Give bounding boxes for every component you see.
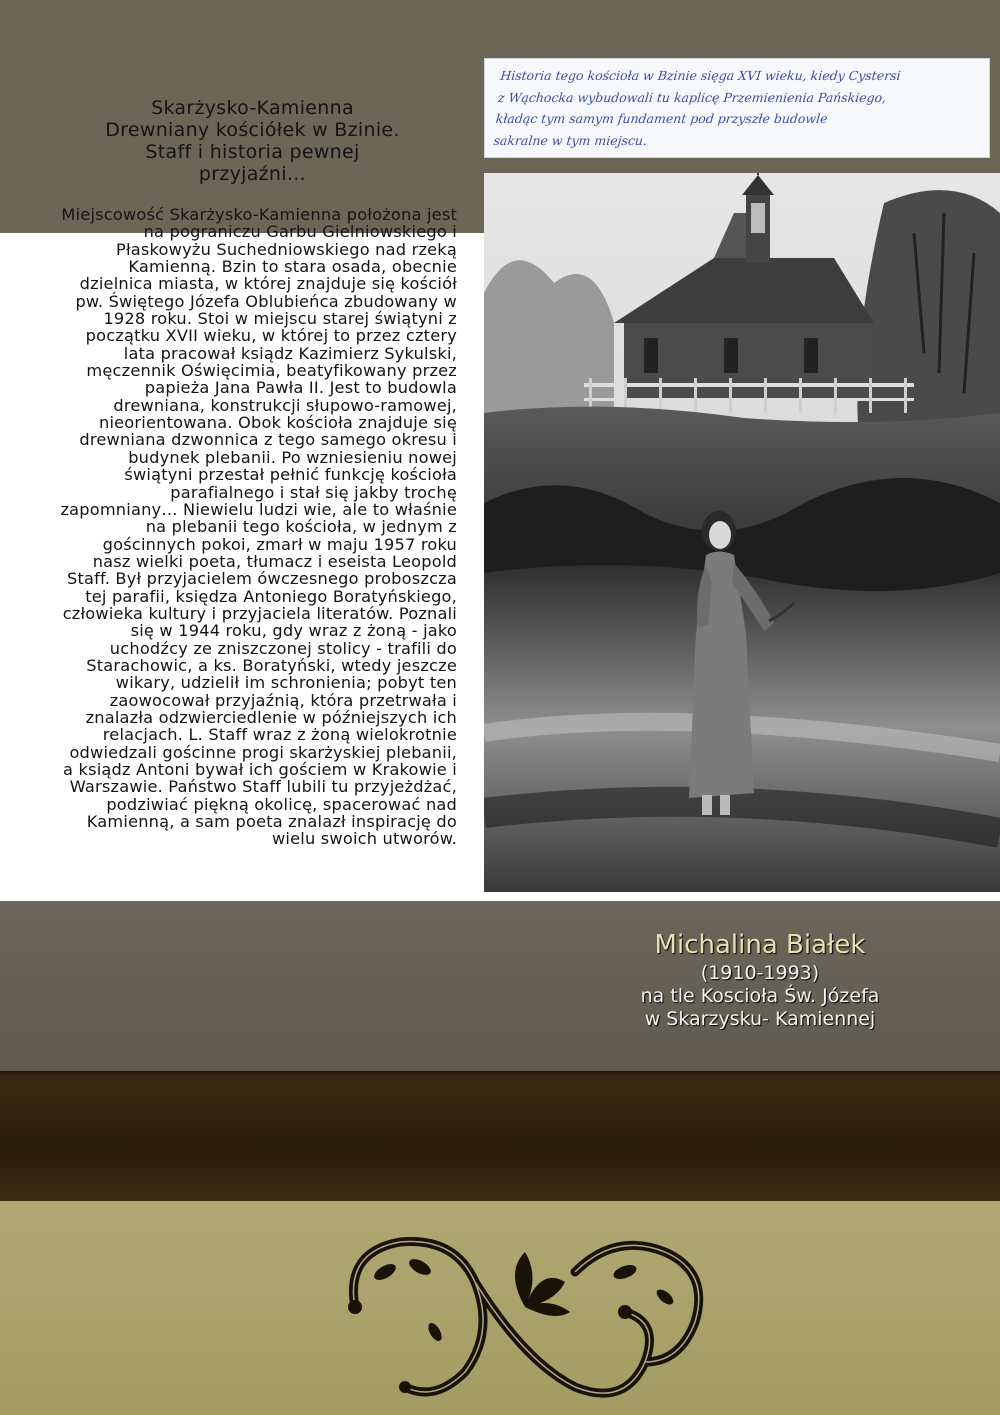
caption-line-3: na tle Koscioła Św. Józefa <box>640 985 880 1007</box>
floral-swirl-ornament-icon <box>325 1212 730 1410</box>
handwritten-note <box>484 58 990 158</box>
caption-years: (1910-1993) <box>700 962 820 984</box>
title-line-1: Skarżysko-Kamienna <box>151 97 354 119</box>
band-shadow <box>0 1071 1000 1077</box>
photo-caption <box>550 928 970 1031</box>
caption-name: Michalina Białek <box>654 930 866 960</box>
note-line-4: sakralne w tym miejscu. <box>492 132 648 148</box>
church-photo <box>484 173 1000 892</box>
note-line-1: Historia tego kościoła w Bzinie sięga XVI wieku, kiedy Cystersi <box>499 68 902 83</box>
dark-band <box>0 1071 1000 1201</box>
handwritten-note-text <box>492 65 985 151</box>
title-line-4: przyjaźni… <box>198 163 307 185</box>
note-line-3: kładąc tym samym fundament pod przyszłe budowle <box>495 111 829 126</box>
title-line-3: Staff i historia pewnej <box>145 141 360 163</box>
article-body-text: Miejscowość Skarżysko-Kamienna położona jest na pograniczu Garbu Gielniowskiego i Płaskowyżu Suchedniowskiego nad rzeką Kamienną. Bzin to stara osada, obecnie dzielnica miasta, w której znajduje się kościół pw. Świętego Józefa Oblubieńca zbudowany w 1928 roku. Stoi w miejscu starej świątyni z początku XVII wieku, w której to przez cztery lata pracował ksiądz Kazimierz Sykulski, męczennik Oświęcimia, beatyfikowany przez papieża Jana Pawła II. Jest to budowla drewniana, konstrukcji słupowo-ramowej, nieorientowana. Obok kościoła znajduje się drewniana dzwonnica z tego samego okresu i budynek plebanii. Po wzniesieniu nowej świątyni przestał pełnić funkcję kościoła parafialnego i stał się jakby trochę zapomniany… Niewielu ludzi wie, ale to właśnie na plebanii tego kościoła, w jednym z gościnnych pokoi, zmarł w maju 1957 roku nasz wielki poeta, tłumacz i eseista Leopold Staff. Był przyjacielem ówczesnego proboszcza tej parafii, księdza Antoniego Boratyńskiego, człowieka kultury i przyjaciela literatów. Poznali się w 1944 roku, gdy wraz z żoną - jako uchodźcy ze zniszczonej stolicy - trafili do Starachowic, a ks. Boratyński, wtedy jeszcze wikary, udzielił im schronienia; pobyt ten zaowocował przyjaźnią, która przetrwała i znalazła odzwierciedlenie w późniejszych ich relacjach. L. Staff wraz z żoną wielokrotnie odwiedzali gościnne progi skarżyskiej plebanii, a ksiądz Antoni bywał ich gościem w Krakowie i Warszawie. Państwo Staff lubili tu przyjeżdżać, podziwiać piękną okolicę, spacerować nad Kamienną, a sam poeta znalazł inspirację do wielu swoich utworów. <box>60 205 457 849</box>
caption-line-4: w Skarzysku- Kamiennej <box>644 1008 876 1030</box>
title-line-2: Drewniany kościółek w Bzinie. <box>105 119 400 141</box>
article-body <box>60 206 457 848</box>
note-line-2: z Wąchocka wybudowali tu kaplicę Przemienienia Pańskiego, <box>497 89 888 105</box>
article-title <box>55 97 450 185</box>
